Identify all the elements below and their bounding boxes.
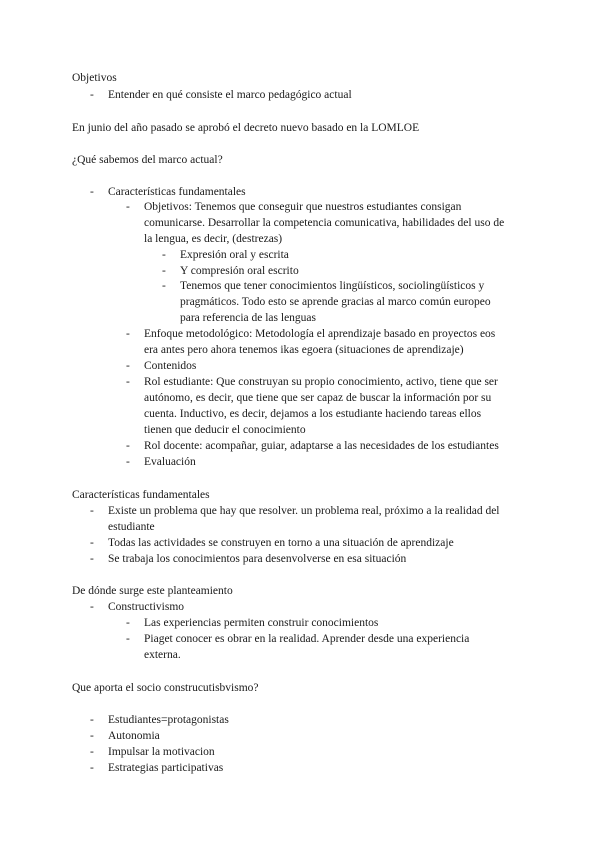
objetivos-item: Entender en qué consiste el marco pedagógico actual: [108, 89, 352, 101]
bullet-dash: -: [126, 328, 130, 340]
bullet-dash: -: [126, 376, 130, 388]
marco-heading: ¿Qué sabemos del marco actual?: [72, 154, 223, 166]
enfoque-line: Enfoque metodológico: Metodología el aprendizaje basado en proyectos eos: [144, 328, 496, 340]
sub-item-line: pragmáticos. Todo esto se aprende gracias al marco común europeo: [180, 296, 491, 308]
bullet-dash: -: [90, 537, 94, 549]
bullet-dash: -: [126, 456, 130, 468]
enfoque-line: era antes pero ahora tenemos ikas egoera (situaciones de aprendizaje): [144, 344, 464, 356]
bullet-dash: -: [126, 201, 130, 213]
bullet-dash: -: [126, 440, 130, 452]
objetivos-heading: Objetivos: [72, 72, 117, 84]
bullet-dash: -: [90, 730, 94, 742]
rol-estudiante-line: autónomo, es decir, que tiene que ser capaz de buscar la información por su: [144, 392, 492, 404]
socio-heading: Que aporta el socio construcutisbvismo?: [72, 682, 259, 694]
bullet-dash: -: [90, 89, 94, 101]
rol-estudiante-line: Rol estudiante: Que construyan su propio conocimiento, activo, tiene que ser: [144, 376, 498, 388]
socio-item: Estudiantes=protagonistas: [108, 714, 229, 726]
caracteristicas-label: Características fundamentales: [108, 186, 246, 198]
caracteristicas-item-line: Existe un problema que hay que resolver. un problema real, próximo a la realidad del: [108, 505, 500, 517]
bullet-dash: -: [162, 249, 166, 261]
sub-item-line: para referencia de las lenguas: [180, 312, 317, 324]
bullet-dash: -: [90, 505, 94, 517]
bullet-dash: -: [126, 633, 130, 645]
marco-objetivos-line: Objetivos: Tenemos que conseguir que nuestros estudiantes consigan: [144, 201, 462, 213]
planteamiento-heading: De dónde surge este planteamiento: [72, 585, 233, 597]
socio-item: Estrategias participativas: [108, 762, 224, 774]
bullet-dash: -: [162, 265, 166, 277]
bullet-dash: -: [126, 360, 130, 372]
socio-item: Impulsar la motivacion: [108, 746, 215, 758]
constructivismo-item: Constructivismo: [108, 601, 185, 613]
marco-objetivos-line: la lengua, es decir, (destrezas): [144, 233, 283, 245]
bullet-dash: -: [90, 601, 94, 613]
planteamiento-sub-item: Las experiencias permiten construir conocimientos: [144, 617, 379, 629]
bullet-dash: -: [90, 553, 94, 565]
bullet-dash: -: [90, 186, 94, 198]
contenidos-item: Contenidos: [144, 360, 197, 372]
socio-item: Autonomia: [108, 730, 160, 742]
bullet-dash: -: [90, 714, 94, 726]
rol-estudiante-line: cuenta. Inductivo, es decir, dejamos a los estudiante haciendo tareas ellos: [144, 408, 482, 420]
bullet-dash: -: [90, 762, 94, 774]
caracteristicas-heading: Características fundamentales: [72, 489, 210, 501]
rol-estudiante-line: tienen que deducir el conocimiento: [144, 424, 306, 436]
bullet-dash: -: [126, 617, 130, 629]
bullet-dash: -: [90, 746, 94, 758]
rol-docente-item: Rol docente: acompañar, guiar, adaptarse a las necesidades de los estudiantes: [144, 440, 499, 452]
bullet-dash: -: [162, 280, 166, 292]
sub-item: Expresión oral y escrita: [180, 249, 289, 261]
caracteristicas-item-line: estudiante: [108, 521, 155, 533]
caracteristicas-item: Todas las actividades se construyen en torno a una situación de aprendizaje: [108, 537, 454, 549]
sub-item: Y compresión oral escrito: [180, 265, 299, 277]
planteamiento-sub-line: externa.: [144, 649, 181, 661]
caracteristicas-item: Se trabaja los conocimientos para desenvolverse en esa situación: [108, 553, 407, 565]
decreto-paragraph: En junio del año pasado se aprobó el decreto nuevo basado en la LOMLOE: [72, 122, 420, 134]
planteamiento-sub-line: Piaget conocer es obrar en la realidad. Aprender desde una experiencia: [144, 633, 470, 645]
sub-item-line: Tenemos que tener conocimientos lingüísticos, sociolingüísticos y: [180, 280, 485, 292]
marco-objetivos-line: comunicarse. Desarrollar la competencia comunicativa, habilidades del uso de: [144, 217, 505, 229]
evaluacion-item: Evaluación: [144, 456, 196, 468]
